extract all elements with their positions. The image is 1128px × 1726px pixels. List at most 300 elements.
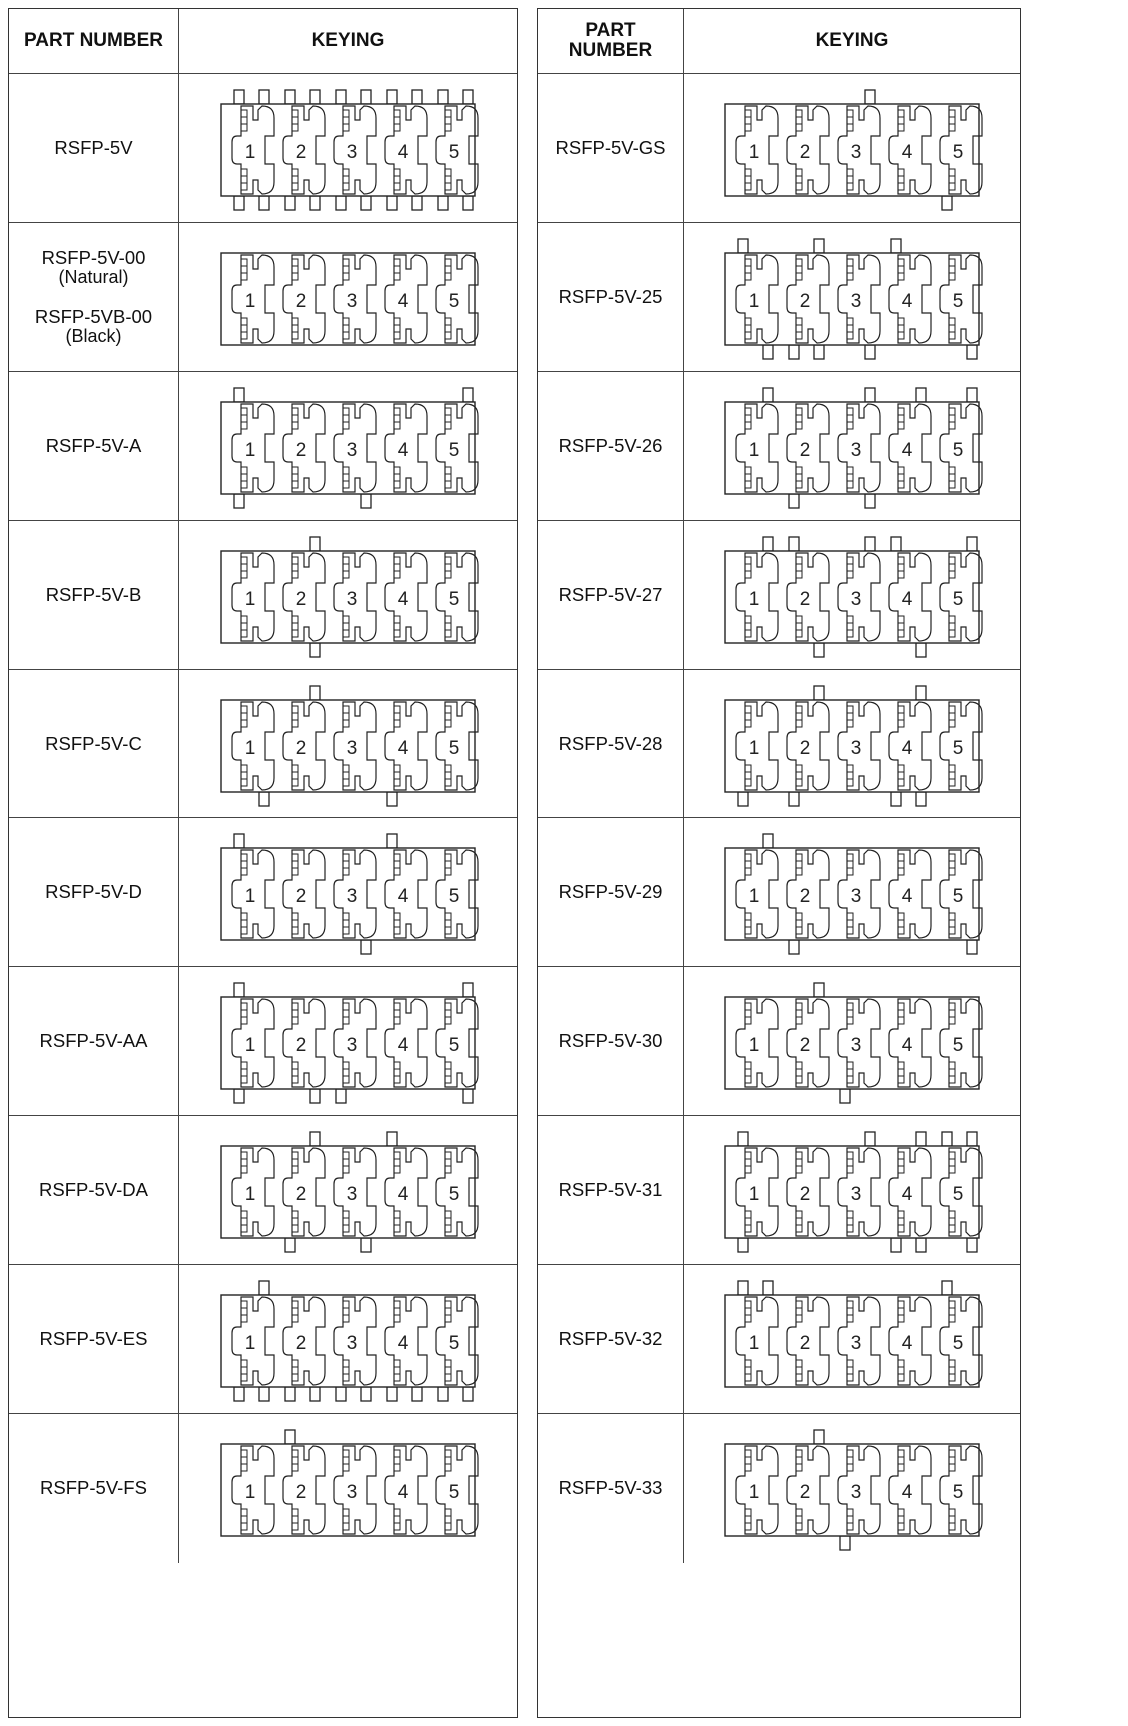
cavity-number: 2 — [295, 1184, 307, 1206]
part-number-cell — [538, 74, 684, 222]
part-number-text: RSFP-5V-32 — [558, 1328, 663, 1350]
part-number-cell — [9, 223, 179, 371]
top-key-icon — [438, 90, 448, 104]
table-row — [9, 967, 517, 1116]
part-number-cell — [9, 74, 179, 222]
top-key-icon — [310, 686, 320, 700]
cavity-number: 2 — [799, 886, 811, 908]
bottom-key-icon — [234, 196, 244, 210]
cavity-number: 1 — [244, 439, 256, 461]
bottom-key-icon — [234, 1089, 244, 1103]
top-key-icon — [738, 1281, 748, 1295]
bottom-key-icon — [285, 196, 295, 210]
connector-keying-diagram — [717, 674, 987, 814]
bottom-key-icon — [234, 494, 244, 508]
table-row — [9, 1414, 517, 1563]
part-number-text: RSFP-5V-GS — [555, 136, 666, 158]
part-number-text: (Natural) — [58, 266, 129, 287]
cavity-number: 3 — [346, 737, 358, 759]
cavity-number: 4 — [397, 1482, 409, 1504]
part-number-cell — [9, 372, 179, 520]
cavity-number: 5 — [952, 290, 964, 312]
bottom-key-icon — [463, 1387, 473, 1401]
cavity-number: 2 — [799, 1035, 811, 1057]
bottom-key-icon — [789, 345, 799, 359]
part-number-text: RSFP-5VB-00 — [34, 305, 153, 327]
bottom-key-icon — [387, 792, 397, 806]
keying-cell — [684, 223, 1020, 371]
keying-cell — [179, 521, 517, 669]
top-key-icon — [285, 90, 295, 104]
table-body — [9, 74, 517, 1563]
table-row — [538, 818, 1020, 967]
table-row — [538, 74, 1020, 223]
cavity-number: 4 — [901, 290, 913, 312]
part-number-text: (Black) — [65, 325, 122, 346]
top-key-icon — [361, 90, 371, 104]
connector-keying-diagram — [213, 822, 483, 962]
bottom-key-icon — [916, 643, 926, 657]
part-number-text: RSFP-5V-C — [45, 732, 142, 754]
top-key-icon — [234, 983, 244, 997]
top-key-icon — [763, 1281, 773, 1295]
cavity-number: 2 — [295, 141, 307, 163]
part-number-text: RSFP-5V — [54, 136, 133, 158]
cavity-number: 3 — [850, 886, 862, 908]
cavity-number: 2 — [295, 1035, 307, 1057]
part-number-cell — [538, 1116, 684, 1264]
part-number-text: RSFP-5V-25 — [558, 285, 663, 307]
cavity-number: 5 — [448, 439, 460, 461]
bottom-key-icon — [865, 494, 875, 508]
cavity-number: 3 — [346, 141, 358, 163]
keying-table-left — [8, 8, 518, 1718]
cavity-number: 2 — [799, 1482, 811, 1504]
bottom-key-icon — [814, 345, 824, 359]
cavity-number: 1 — [244, 1482, 256, 1504]
cavity-number: 5 — [952, 588, 964, 610]
table-row — [538, 967, 1020, 1116]
bottom-key-icon — [285, 1238, 295, 1252]
bottom-key-icon — [387, 196, 397, 210]
top-key-icon — [789, 537, 799, 551]
part-number-cell — [9, 1414, 179, 1563]
top-key-icon — [463, 388, 473, 402]
cavity-number: 4 — [901, 439, 913, 461]
table-row — [9, 74, 517, 223]
connector-keying-diagram — [717, 376, 987, 516]
table-row — [9, 818, 517, 967]
bottom-key-icon — [361, 494, 371, 508]
part-number-cell — [538, 521, 684, 669]
cavity-number: 4 — [397, 1333, 409, 1355]
keying-cell — [179, 1265, 517, 1413]
top-key-icon — [814, 239, 824, 253]
top-key-icon — [891, 239, 901, 253]
bottom-key-icon — [891, 792, 901, 806]
bottom-key-icon — [840, 1536, 850, 1550]
connector-keying-diagram — [717, 822, 987, 962]
top-key-icon — [259, 1281, 269, 1295]
bottom-key-icon — [789, 940, 799, 954]
bottom-key-icon — [738, 792, 748, 806]
bottom-key-icon — [967, 940, 977, 954]
cavity-number: 3 — [346, 886, 358, 908]
cavity-number: 5 — [952, 1333, 964, 1355]
cavity-number: 2 — [295, 886, 307, 908]
top-key-icon — [259, 90, 269, 104]
cavity-number: 1 — [748, 737, 760, 759]
connector-keying-diagram — [717, 1269, 987, 1409]
part-number-cell — [538, 1265, 684, 1413]
cavity-number: 1 — [244, 886, 256, 908]
top-key-icon — [463, 983, 473, 997]
part-number-text: RSFP-5V-26 — [558, 434, 663, 456]
cavity-number: 5 — [448, 1184, 460, 1206]
cavity-number: 4 — [901, 737, 913, 759]
cavity-number: 3 — [346, 1333, 358, 1355]
cavity-number: 4 — [397, 886, 409, 908]
header-part-number-line1: PART — [585, 20, 636, 41]
cavity-number: 1 — [748, 290, 760, 312]
bottom-key-icon — [310, 643, 320, 657]
cavity-number: 5 — [448, 290, 460, 312]
top-key-icon — [412, 90, 422, 104]
bottom-key-icon — [310, 1387, 320, 1401]
cavity-number: 2 — [295, 588, 307, 610]
keying-cell — [179, 223, 517, 371]
part-number-text: RSFP-5V-27 — [558, 583, 663, 605]
bottom-key-icon — [259, 792, 269, 806]
top-key-icon — [942, 1132, 952, 1146]
cavity-number: 4 — [901, 1184, 913, 1206]
part-number-text: RSFP-5V-31 — [558, 1179, 663, 1201]
top-key-icon — [891, 537, 901, 551]
top-key-icon — [763, 388, 773, 402]
bottom-key-icon — [361, 196, 371, 210]
cavity-number: 3 — [850, 141, 862, 163]
bottom-key-icon — [259, 1387, 269, 1401]
top-key-icon — [310, 90, 320, 104]
connector-keying-diagram — [717, 525, 987, 665]
cavity-number: 2 — [799, 141, 811, 163]
part-number-cell — [538, 372, 684, 520]
cavity-number: 5 — [952, 1184, 964, 1206]
cavity-number: 2 — [799, 290, 811, 312]
cavity-number: 5 — [448, 886, 460, 908]
keying-cell — [684, 1414, 1020, 1563]
cavity-number: 3 — [850, 290, 862, 312]
bottom-key-icon — [412, 196, 422, 210]
cavity-number: 4 — [901, 1333, 913, 1355]
connector-keying-diagram — [213, 78, 483, 218]
part-number-text: RSFP-5V-28 — [558, 732, 663, 754]
connector-keying-diagram — [213, 1120, 483, 1260]
top-key-icon — [234, 90, 244, 104]
table-row — [9, 670, 517, 819]
cavity-number: 1 — [748, 439, 760, 461]
header-keying-label: KEYING — [311, 30, 385, 51]
bottom-key-icon — [361, 1387, 371, 1401]
top-key-icon — [738, 1132, 748, 1146]
header-keying — [684, 9, 1020, 73]
bottom-key-icon — [891, 1238, 901, 1252]
cavity-number: 2 — [295, 737, 307, 759]
cavity-number: 5 — [448, 588, 460, 610]
bottom-key-icon — [336, 196, 346, 210]
bottom-key-icon — [916, 1238, 926, 1252]
part-number-text: RSFP-5V-FS — [40, 1477, 147, 1499]
bottom-key-icon — [738, 1238, 748, 1252]
part-number-text: RSFP-5V-29 — [558, 881, 663, 903]
top-key-icon — [916, 388, 926, 402]
bottom-key-icon — [412, 1387, 422, 1401]
top-key-icon — [234, 388, 244, 402]
bottom-key-icon — [865, 345, 875, 359]
cavity-number: 3 — [346, 1184, 358, 1206]
cavity-number: 3 — [850, 588, 862, 610]
cavity-number: 5 — [952, 886, 964, 908]
cavity-number: 5 — [448, 1035, 460, 1057]
cavity-number: 1 — [244, 737, 256, 759]
cavity-number: 3 — [850, 1035, 862, 1057]
part-number-text: RSFP-5V-B — [45, 583, 142, 605]
cavity-number: 2 — [799, 588, 811, 610]
table-row — [538, 670, 1020, 819]
part-number-cell — [538, 818, 684, 966]
cavity-number: 5 — [952, 141, 964, 163]
part-number-cell — [9, 521, 179, 669]
cavity-number: 2 — [799, 439, 811, 461]
top-key-icon — [814, 983, 824, 997]
bottom-key-icon — [840, 1089, 850, 1103]
header-part-number — [538, 9, 684, 73]
cavity-number: 2 — [799, 1333, 811, 1355]
top-key-icon — [763, 834, 773, 848]
top-key-icon — [865, 1132, 875, 1146]
keying-cell — [179, 372, 517, 520]
bottom-key-icon — [361, 1238, 371, 1252]
connector-keying-diagram — [717, 1120, 987, 1260]
table-row — [538, 1265, 1020, 1414]
cavity-number: 4 — [901, 1035, 913, 1057]
cavity-number: 4 — [901, 588, 913, 610]
cavity-number: 2 — [295, 1482, 307, 1504]
keying-cell — [179, 670, 517, 818]
bottom-key-icon — [336, 1089, 346, 1103]
top-key-icon — [336, 90, 346, 104]
cavity-number: 5 — [448, 737, 460, 759]
cavity-number: 1 — [244, 290, 256, 312]
cavity-number: 4 — [397, 290, 409, 312]
part-number-cell — [538, 670, 684, 818]
connector-keying-diagram — [717, 971, 987, 1111]
bottom-key-icon — [942, 196, 952, 210]
connector-keying-diagram — [213, 1269, 483, 1409]
bottom-key-icon — [463, 196, 473, 210]
cavity-number: 4 — [901, 1482, 913, 1504]
keying-cell — [684, 670, 1020, 818]
cavity-number: 1 — [244, 141, 256, 163]
cavity-number: 4 — [397, 141, 409, 163]
cavity-number: 5 — [952, 1035, 964, 1057]
bottom-key-icon — [336, 1387, 346, 1401]
top-key-icon — [967, 1132, 977, 1146]
connector-keying-diagram — [213, 376, 483, 516]
table-row — [538, 223, 1020, 372]
top-key-icon — [865, 537, 875, 551]
table-header — [9, 9, 517, 74]
keying-cell — [179, 74, 517, 222]
part-number-text: RSFP-5V-33 — [558, 1477, 663, 1499]
table-header — [538, 9, 1020, 74]
cavity-number: 2 — [799, 737, 811, 759]
header-part-number-label: PART NUMBER — [24, 30, 163, 51]
header-keying — [179, 9, 517, 73]
cavity-number: 4 — [397, 737, 409, 759]
keying-cell — [179, 1116, 517, 1264]
top-key-icon — [387, 1132, 397, 1146]
keying-table-right — [537, 8, 1021, 1718]
top-key-icon — [310, 537, 320, 551]
top-key-icon — [387, 90, 397, 104]
cavity-number: 2 — [295, 439, 307, 461]
part-number-cell — [9, 670, 179, 818]
part-number-text: RSFP-5V-AA — [39, 1030, 148, 1052]
bottom-key-icon — [234, 1387, 244, 1401]
table-row — [9, 521, 517, 670]
table-row — [9, 1116, 517, 1265]
top-key-icon — [463, 90, 473, 104]
top-key-icon — [387, 834, 397, 848]
part-number-text: RSFP-5V-00 — [41, 246, 146, 268]
cavity-number: 4 — [397, 1184, 409, 1206]
cavity-number: 3 — [850, 439, 862, 461]
keying-cell — [684, 818, 1020, 966]
cavity-number: 1 — [244, 1184, 256, 1206]
bottom-key-icon — [789, 792, 799, 806]
cavity-number: 3 — [850, 737, 862, 759]
bottom-key-icon — [259, 196, 269, 210]
cavity-number: 5 — [448, 1333, 460, 1355]
cavity-number: 5 — [952, 439, 964, 461]
bottom-key-icon — [967, 1238, 977, 1252]
keying-cell — [179, 967, 517, 1115]
part-number-cell — [9, 1265, 179, 1413]
cavity-number: 2 — [799, 1184, 811, 1206]
connector-keying-diagram — [717, 78, 987, 218]
part-number-text: RSFP-5V-30 — [558, 1030, 663, 1052]
top-key-icon — [814, 1430, 824, 1444]
keying-cell — [684, 1265, 1020, 1413]
connector-keying-diagram — [213, 971, 483, 1111]
bottom-key-icon — [310, 196, 320, 210]
cavity-number: 3 — [346, 1482, 358, 1504]
cavity-number: 4 — [901, 141, 913, 163]
cavity-number: 2 — [295, 1333, 307, 1355]
bottom-key-icon — [463, 1089, 473, 1103]
top-key-icon — [967, 537, 977, 551]
part-number-cell — [538, 1414, 684, 1563]
cavity-number: 2 — [295, 290, 307, 312]
keying-cell — [684, 1116, 1020, 1264]
table-row — [538, 1116, 1020, 1265]
top-key-icon — [814, 686, 824, 700]
bottom-key-icon — [438, 196, 448, 210]
cavity-number: 5 — [952, 1482, 964, 1504]
part-number-cell — [9, 1116, 179, 1264]
part-number-cell — [9, 818, 179, 966]
cavity-number: 5 — [952, 737, 964, 759]
cavity-number: 1 — [748, 1482, 760, 1504]
table-row — [538, 372, 1020, 521]
connector-keying-diagram — [213, 1418, 483, 1558]
cavity-number: 3 — [850, 1482, 862, 1504]
top-key-icon — [285, 1430, 295, 1444]
cavity-number: 5 — [448, 1482, 460, 1504]
bottom-key-icon — [361, 940, 371, 954]
cavity-number: 1 — [748, 1035, 760, 1057]
cavity-number: 4 — [397, 439, 409, 461]
table-row — [9, 372, 517, 521]
part-number-text: RSFP-5V-D — [45, 881, 142, 903]
part-number-cell — [538, 223, 684, 371]
cavity-number: 1 — [244, 588, 256, 610]
part-number-text: RSFP-5V-DA — [39, 1179, 148, 1201]
keying-cell — [179, 818, 517, 966]
top-key-icon — [865, 90, 875, 104]
cavity-number: 3 — [346, 1035, 358, 1057]
bottom-key-icon — [967, 345, 977, 359]
table-row — [9, 1265, 517, 1414]
top-key-icon — [763, 537, 773, 551]
bottom-key-icon — [916, 792, 926, 806]
header-part-number-line2: NUMBER — [568, 40, 653, 61]
cavity-number: 4 — [397, 1035, 409, 1057]
cavity-number: 1 — [748, 1184, 760, 1206]
part-number-cell — [9, 967, 179, 1115]
cavity-number: 3 — [346, 439, 358, 461]
connector-keying-diagram — [717, 1418, 987, 1558]
top-key-icon — [916, 1132, 926, 1146]
top-key-icon — [942, 1281, 952, 1295]
top-key-icon — [738, 239, 748, 253]
cavity-number: 1 — [748, 141, 760, 163]
cavity-number: 4 — [397, 588, 409, 610]
cavity-number: 1 — [748, 1333, 760, 1355]
cavity-number: 3 — [346, 588, 358, 610]
bottom-key-icon — [285, 1387, 295, 1401]
cavity-number: 1 — [748, 886, 760, 908]
table-row — [9, 223, 517, 372]
cavity-number: 4 — [901, 886, 913, 908]
bottom-key-icon — [763, 345, 773, 359]
bottom-key-icon — [310, 1089, 320, 1103]
top-key-icon — [234, 834, 244, 848]
part-number-text: RSFP-5V-ES — [39, 1328, 148, 1350]
table-body — [538, 74, 1020, 1563]
connector-keying-diagram — [213, 227, 483, 367]
cavity-number: 3 — [346, 290, 358, 312]
keying-cell — [684, 74, 1020, 222]
cavity-number: 3 — [850, 1184, 862, 1206]
bottom-key-icon — [789, 494, 799, 508]
header-part-number — [9, 9, 179, 73]
keying-cell — [179, 1414, 517, 1563]
part-number-text: RSFP-5V-A — [45, 434, 142, 456]
cavity-number: 5 — [448, 141, 460, 163]
keying-cell — [684, 967, 1020, 1115]
